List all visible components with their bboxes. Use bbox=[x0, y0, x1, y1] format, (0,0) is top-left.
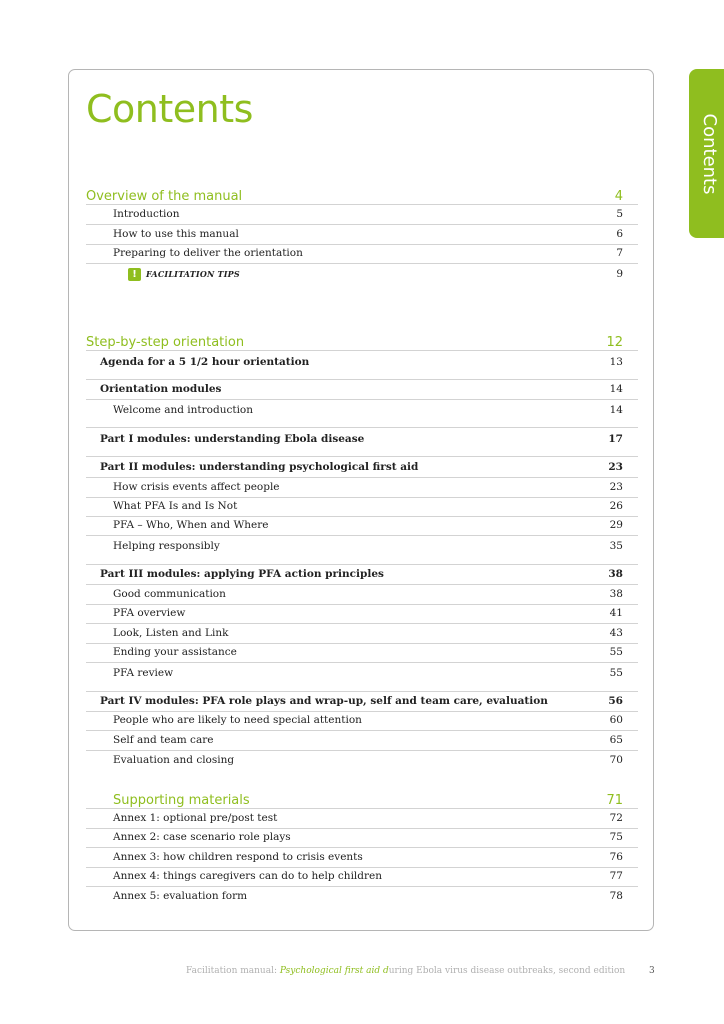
toc-entry[interactable]: Annex 1: optional pre/post test 72 bbox=[86, 809, 638, 829]
toc-entry-part-4[interactable]: Part IV modules: PFA role plays and wrap-up, self and team care, evaluation 56 bbox=[86, 692, 638, 712]
toc-section-step-by-step[interactable]: Step-by-step orientation 12 bbox=[86, 331, 638, 351]
toc-entry[interactable]: PFA review 55 bbox=[86, 663, 638, 692]
toc-entry[interactable]: Annex 4: things caregivers can do to help children 77 bbox=[86, 867, 638, 887]
page-title: Contents bbox=[86, 87, 253, 131]
toc-entry[interactable]: Preparing to deliver the orientation 7 bbox=[86, 244, 638, 264]
toc-entry[interactable]: Look, Listen and Link 43 bbox=[86, 624, 638, 644]
toc-section-overview[interactable]: Overview of the manual 4 bbox=[86, 185, 638, 205]
toc-entry[interactable]: Good communication 38 bbox=[86, 585, 638, 605]
toc-entry[interactable]: How crisis events affect people 23 bbox=[86, 478, 638, 498]
toc-entry[interactable]: Ending your assistance 55 bbox=[86, 643, 638, 663]
toc-entry[interactable]: PFA – Who, When and Where 29 bbox=[86, 516, 638, 536]
toc-entry[interactable]: People who are likely to need special attention 60 bbox=[86, 711, 638, 731]
side-tab[interactable] bbox=[689, 69, 724, 238]
toc-entry[interactable]: Welcome and introduction 14 bbox=[86, 400, 638, 428]
toc-entry-facilitation-tips[interactable]: ! FACILITATION TIPS 9 bbox=[86, 264, 638, 284]
toc-entry[interactable]: Annex 5: evaluation form 78 bbox=[113, 890, 623, 902]
toc-entry-part-1[interactable]: Part I modules: understanding Ebola disease 17 bbox=[86, 429, 638, 457]
toc-entry-agenda[interactable]: Agenda for a 5 1/2 hour orientation 13 bbox=[86, 352, 638, 380]
toc-entry[interactable]: Helping responsibly 35 bbox=[86, 536, 638, 565]
toc-entry[interactable]: Evaluation and closing 70 bbox=[113, 754, 623, 766]
toc-entry-part-2[interactable]: Part II modules: understanding psychological first aid 23 bbox=[86, 458, 638, 478]
toc-entry[interactable]: Annex 2: case scenario role plays 75 bbox=[86, 828, 638, 848]
toc-entry[interactable]: Introduction 5 bbox=[86, 205, 638, 225]
page-number: 3 bbox=[649, 966, 655, 976]
toc-entry[interactable]: PFA overview 41 bbox=[86, 604, 638, 624]
footer-text: Facilitation manual: Psychological first aid during Ebola virus disease outbreaks, second edition bbox=[186, 966, 626, 976]
toc-entry-orientation-modules[interactable]: Orientation modules 14 bbox=[86, 380, 638, 400]
toc-section-supporting-materials[interactable]: Supporting materials 71 bbox=[86, 789, 638, 809]
toc-entry[interactable]: Self and team care 65 bbox=[86, 731, 638, 751]
toc-entry[interactable]: What PFA Is and Is Not 26 bbox=[86, 497, 638, 517]
toc-entry[interactable]: Annex 3: how children respond to crisis events 76 bbox=[86, 848, 638, 868]
side-tab-label: Contents bbox=[699, 113, 720, 195]
exclamation-icon: ! bbox=[128, 268, 141, 281]
toc-entry[interactable]: How to use this manual 6 bbox=[86, 225, 638, 245]
toc-entry-part-3[interactable]: Part III modules: applying PFA action principles 38 bbox=[86, 565, 638, 585]
